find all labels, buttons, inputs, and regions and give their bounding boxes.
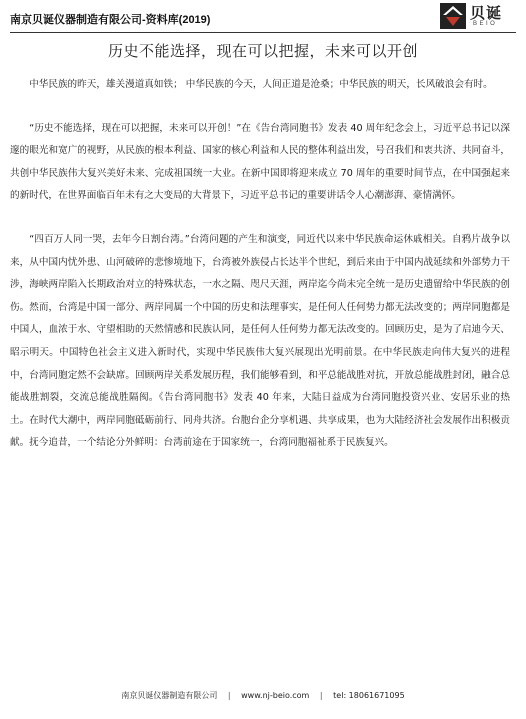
logo-mark-icon xyxy=(440,3,466,29)
logo-subtext: BEIO xyxy=(473,21,498,27)
footer-website-link[interactable]: www.nj-beio.com xyxy=(241,691,310,700)
document-heading: 历史不能选择，现在可以把握，未来可以开创 xyxy=(107,42,418,60)
company-logo xyxy=(440,2,516,30)
footer-company: 南京贝诞仪器制造有限公司 xyxy=(121,691,218,700)
page-footer xyxy=(0,690,526,701)
paragraph: “四百万人同一哭，去年今日割台湾。”台湾问题的产生和演变，同近代以来中华民族命运休戚相关。自鸦片战争以来，从中国内忧外患、山河破碎的悲惨境地下，台湾被外族侵占长达半个世纪，到后来由于中国内战延续和外部势力干涉，海峡两岸陷入长期政治对立的特殊状态，一水之隔、咫尺天涯，两岸迄今尚未完全统一是历史遗留给中华民族的创伤。然而，台湾是中国一部分、两岸同属一个中国的历史和法理事实，是任何人任何势力都无法改变的；两岸同胞都是中国人，血浓于水、守望相助的天然情感和民族认同，是任何人任何势力都无法改变的。回顾历史，是为了启迪今天、昭示明天。中国特色社会主义进入新时代，实现中华民族伟大复兴展现出光明前景。在中华民族走向伟大复兴的进程中，台湾同胞定然不会缺席。回顾两岸关系发展历程，我们能够看到，和平总能战胜对抗，开放总能战胜封闭，融合总能战胜割裂，交流总能战胜隔阂。《告台湾同胞书》发表 40 年来，大陆日益成为台湾同胞投资兴业、安居乐业的热土。在时代大潮中，两岸同胞砥砺前行、同舟共济。台胞台企分享机遇、共享成果，也为大陆经济社会发展作出积极贡献。抚今追昔，一个结论分外鲜明：台湾前途在于国家统一，台湾同胞福祉系于民族复兴。 xyxy=(10,233,510,449)
logo-text: 贝诞 xyxy=(470,4,503,22)
paragraph: “历史不能选择，现在可以把握，未来可以开创！”在《告台湾同胞书》发表 40 周年纪念会上，习近平总书记以深邃的眼光和宽广的视野，从民族的根本利益、国家的核心利益和人民的整体利益出发，号召我们和衷共济、共同奋斗，共创中华民族伟大复兴美好未来、完成祖国统一大业。在新中国即将迎来成立 70 周年的重要时间节点，在中国强起来的新时代，在世界面临百年未有之大变局的大背景下，习近平总书记的重要讲话令人心潮澎湃、豪情满怀。 xyxy=(10,122,510,202)
footer-separator: | xyxy=(319,691,323,700)
footer-phone: tel: 18061671095 xyxy=(333,691,405,700)
document-body xyxy=(10,74,510,476)
paragraph: 中华民族的昨天，雄关漫道真如铁； 中华民族的今天，人间正道是沧桑；中华民族的明天，长风破浪会有时。 xyxy=(29,79,493,90)
header-title: 南京贝诞仪器制造有限公司-资料库(2019) xyxy=(10,14,211,26)
page-header xyxy=(10,0,516,33)
footer-separator: | xyxy=(227,691,231,700)
